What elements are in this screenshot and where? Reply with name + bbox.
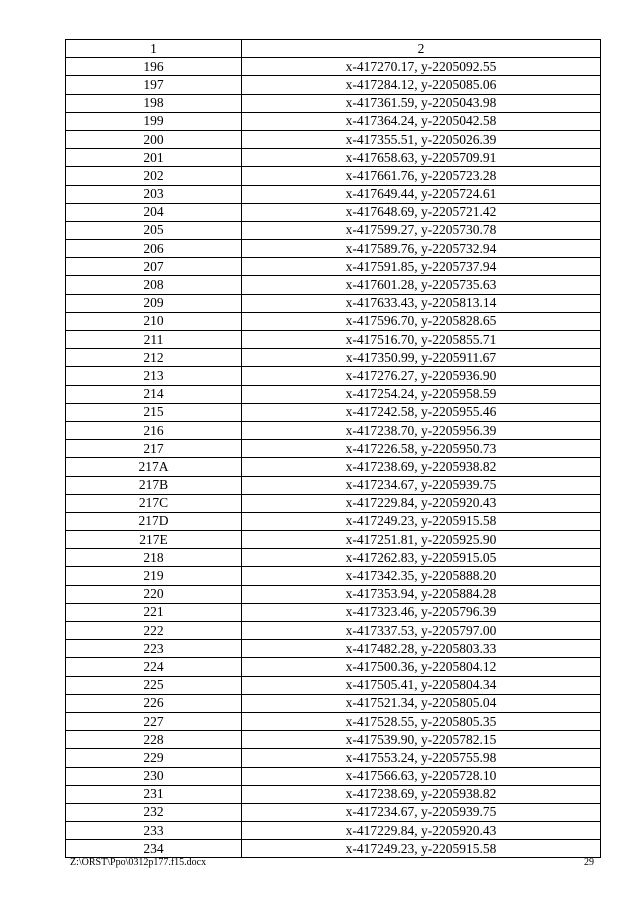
point-number-cell: 204 bbox=[66, 203, 242, 221]
coordinates-cell: x-417364.24, y-2205042.58 bbox=[242, 112, 601, 130]
table-row bbox=[66, 385, 601, 403]
table-row bbox=[66, 76, 601, 94]
table-row bbox=[66, 767, 601, 785]
table-row bbox=[66, 603, 601, 621]
point-number-cell: 213 bbox=[66, 367, 242, 385]
coordinates-cell: x-417355.51, y-2205026.39 bbox=[242, 130, 601, 148]
point-number-cell: 217D bbox=[66, 512, 242, 530]
point-number-cell: 217 bbox=[66, 440, 242, 458]
table-row bbox=[66, 112, 601, 130]
point-number-cell: 212 bbox=[66, 349, 242, 367]
point-number-cell: 207 bbox=[66, 258, 242, 276]
coordinates-cell: x-417251.81, y-2205925.90 bbox=[242, 531, 601, 549]
point-number-cell: 202 bbox=[66, 167, 242, 185]
coordinates-cell: x-417249.23, y-2205915.58 bbox=[242, 840, 601, 858]
table-row bbox=[66, 549, 601, 567]
table-row bbox=[66, 476, 601, 494]
table-row bbox=[66, 622, 601, 640]
coordinates-cell: x-417539.90, y-2205782.15 bbox=[242, 731, 601, 749]
coordinates-cell: x-417337.53, y-2205797.00 bbox=[242, 622, 601, 640]
coordinates-cell: x-417234.67, y-2205939.75 bbox=[242, 803, 601, 821]
table-row bbox=[66, 494, 601, 512]
coordinates-cell: x-417229.84, y-2205920.43 bbox=[242, 494, 601, 512]
coordinates-cell: x-417589.76, y-2205732.94 bbox=[242, 240, 601, 258]
coordinates-cell: x-417500.36, y-2205804.12 bbox=[242, 658, 601, 676]
coordinates-cell: x-417599.27, y-2205730.78 bbox=[242, 221, 601, 239]
point-number-cell: 217A bbox=[66, 458, 242, 476]
table-row bbox=[66, 512, 601, 530]
point-number-cell: 205 bbox=[66, 221, 242, 239]
footer-page-number: 29 bbox=[584, 857, 594, 868]
table-row bbox=[66, 94, 601, 112]
coordinates-cell: x-417249.23, y-2205915.58 bbox=[242, 512, 601, 530]
point-number-cell: 201 bbox=[66, 149, 242, 167]
table-header-row bbox=[66, 40, 601, 58]
coordinates-cell: x-417648.69, y-2205721.42 bbox=[242, 203, 601, 221]
point-number-cell: 226 bbox=[66, 694, 242, 712]
coordinates-cell: x-417229.84, y-2205920.43 bbox=[242, 822, 601, 840]
table-row bbox=[66, 822, 601, 840]
point-number-cell: 199 bbox=[66, 112, 242, 130]
table-row bbox=[66, 531, 601, 549]
table-row bbox=[66, 567, 601, 585]
coordinates-cell: x-417254.24, y-2205958.59 bbox=[242, 385, 601, 403]
point-number-cell: 225 bbox=[66, 676, 242, 694]
point-number-cell: 215 bbox=[66, 403, 242, 421]
coordinates-cell: x-417270.17, y-2205092.55 bbox=[242, 58, 601, 76]
table-row bbox=[66, 294, 601, 312]
point-number-cell: 227 bbox=[66, 712, 242, 730]
coordinates-cell: x-417234.67, y-2205939.75 bbox=[242, 476, 601, 494]
point-number-cell: 198 bbox=[66, 94, 242, 112]
coordinates-cell: x-417601.28, y-2205735.63 bbox=[242, 276, 601, 294]
coordinates-cell: x-417649.44, y-2205724.61 bbox=[242, 185, 601, 203]
coordinates-cell: x-417350.99, y-2205911.67 bbox=[242, 349, 601, 367]
coordinates-cell: x-417238.69, y-2205938.82 bbox=[242, 785, 601, 803]
table-row bbox=[66, 130, 601, 148]
table-row bbox=[66, 221, 601, 239]
point-number-cell: 217C bbox=[66, 494, 242, 512]
point-number-cell: 203 bbox=[66, 185, 242, 203]
coordinates-cell: x-417226.58, y-2205950.73 bbox=[242, 440, 601, 458]
point-number-cell: 200 bbox=[66, 130, 242, 148]
coordinates-table bbox=[65, 39, 601, 858]
table-row bbox=[66, 731, 601, 749]
point-number-cell: 232 bbox=[66, 803, 242, 821]
point-number-cell: 216 bbox=[66, 421, 242, 439]
table-row bbox=[66, 640, 601, 658]
point-number-cell: 209 bbox=[66, 294, 242, 312]
table-row bbox=[66, 167, 601, 185]
table-row bbox=[66, 421, 601, 439]
table-row bbox=[66, 203, 601, 221]
table-row bbox=[66, 785, 601, 803]
point-number-cell: 233 bbox=[66, 822, 242, 840]
table-row bbox=[66, 240, 601, 258]
table-row bbox=[66, 149, 601, 167]
coordinates-cell: x-417238.69, y-2205938.82 bbox=[242, 458, 601, 476]
point-number-cell: 221 bbox=[66, 603, 242, 621]
coordinates-cell: x-417284.12, y-2205085.06 bbox=[242, 76, 601, 94]
column-header-number: 1 bbox=[66, 40, 242, 58]
coordinates-cell: x-417361.59, y-2205043.98 bbox=[242, 94, 601, 112]
point-number-cell: 223 bbox=[66, 640, 242, 658]
table-row bbox=[66, 585, 601, 603]
point-number-cell: 228 bbox=[66, 731, 242, 749]
point-number-cell: 219 bbox=[66, 567, 242, 585]
table-row bbox=[66, 258, 601, 276]
table-row bbox=[66, 676, 601, 694]
table-row bbox=[66, 58, 601, 76]
table-row bbox=[66, 367, 601, 385]
table-row bbox=[66, 658, 601, 676]
point-number-cell: 214 bbox=[66, 385, 242, 403]
table-row bbox=[66, 458, 601, 476]
table-row bbox=[66, 749, 601, 767]
coordinates-cell: x-417566.63, y-2205728.10 bbox=[242, 767, 601, 785]
coordinates-cell: x-417553.24, y-2205755.98 bbox=[242, 749, 601, 767]
coordinates-cell: x-417353.94, y-2205884.28 bbox=[242, 585, 601, 603]
point-number-cell: 222 bbox=[66, 622, 242, 640]
coordinates-cell: x-417516.70, y-2205855.71 bbox=[242, 331, 601, 349]
point-number-cell: 220 bbox=[66, 585, 242, 603]
coordinates-cell: x-417633.43, y-2205813.14 bbox=[242, 294, 601, 312]
coordinates-cell: x-417482.28, y-2205803.33 bbox=[242, 640, 601, 658]
coordinates-cell: x-417505.41, y-2205804.34 bbox=[242, 676, 601, 694]
coordinates-cell: x-417342.35, y-2205888.20 bbox=[242, 567, 601, 585]
point-number-cell: 210 bbox=[66, 312, 242, 330]
table-row bbox=[66, 403, 601, 421]
coordinates-cell: x-417528.55, y-2205805.35 bbox=[242, 712, 601, 730]
coordinates-cell: x-417262.83, y-2205915.05 bbox=[242, 549, 601, 567]
table-row bbox=[66, 694, 601, 712]
point-number-cell: 234 bbox=[66, 840, 242, 858]
coordinates-cell: x-417323.46, y-2205796.39 bbox=[242, 603, 601, 621]
point-number-cell: 217B bbox=[66, 476, 242, 494]
point-number-cell: 224 bbox=[66, 658, 242, 676]
table-row bbox=[66, 312, 601, 330]
column-header-coordinates: 2 bbox=[242, 40, 601, 58]
point-number-cell: 208 bbox=[66, 276, 242, 294]
point-number-cell: 206 bbox=[66, 240, 242, 258]
point-number-cell: 230 bbox=[66, 767, 242, 785]
coordinates-cell: x-417276.27, y-2205936.90 bbox=[242, 367, 601, 385]
table-row bbox=[66, 185, 601, 203]
point-number-cell: 229 bbox=[66, 749, 242, 767]
point-number-cell: 196 bbox=[66, 58, 242, 76]
point-number-cell: 231 bbox=[66, 785, 242, 803]
coordinates-cell: x-417591.85, y-2205737.94 bbox=[242, 258, 601, 276]
point-number-cell: 211 bbox=[66, 331, 242, 349]
point-number-cell: 217E bbox=[66, 531, 242, 549]
table-row bbox=[66, 276, 601, 294]
coordinates-cell: x-417521.34, y-2205805.04 bbox=[242, 694, 601, 712]
table-row bbox=[66, 840, 601, 858]
table-row bbox=[66, 349, 601, 367]
coordinates-cell: x-417596.70, y-2205828.65 bbox=[242, 312, 601, 330]
table-row bbox=[66, 331, 601, 349]
table-row bbox=[66, 440, 601, 458]
point-number-cell: 197 bbox=[66, 76, 242, 94]
coordinates-cell: x-417242.58, y-2205955.46 bbox=[242, 403, 601, 421]
table-row bbox=[66, 803, 601, 821]
table-row bbox=[66, 712, 601, 730]
footer-file-path: Z:\ORST\Ppo\0312p177.f15.docx bbox=[70, 857, 207, 868]
coordinates-cell: x-417238.70, y-2205956.39 bbox=[242, 421, 601, 439]
point-number-cell: 218 bbox=[66, 549, 242, 567]
coordinates-cell: x-417658.63, y-2205709.91 bbox=[242, 149, 601, 167]
table-body bbox=[66, 58, 601, 858]
coordinates-cell: x-417661.76, y-2205723.28 bbox=[242, 167, 601, 185]
